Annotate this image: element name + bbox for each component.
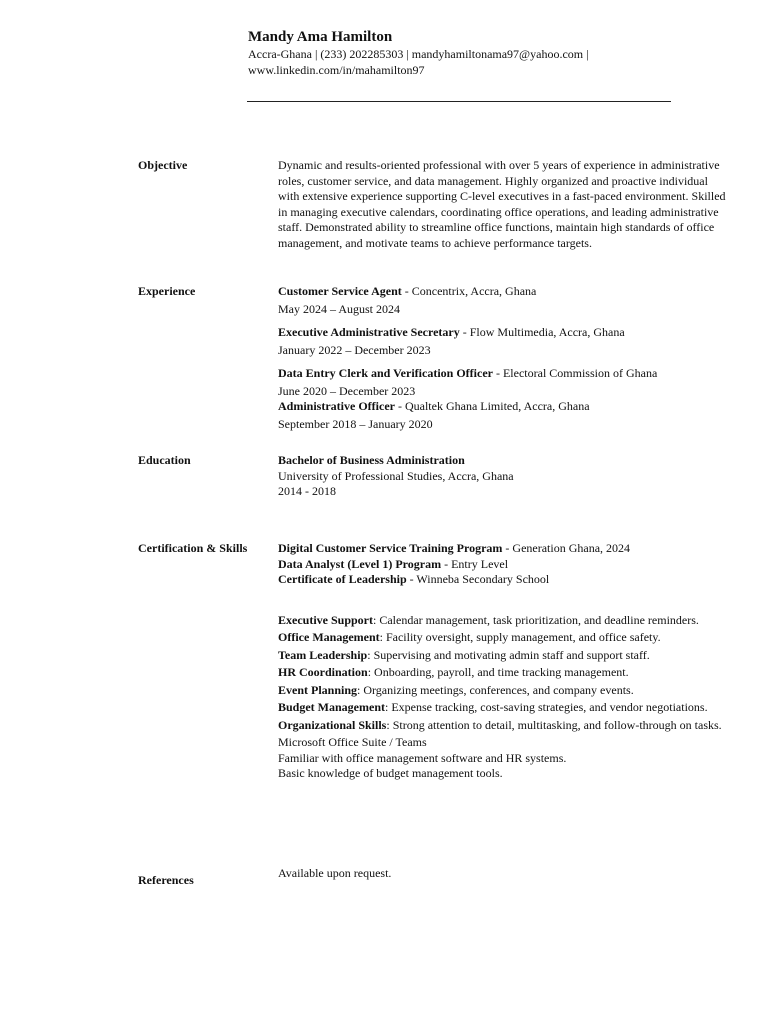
contact-line-1: Accra-Ghana | (233) 202285303 | mandyhamiltonama97@yahoo.com |: [248, 47, 589, 61]
job-entry: [278, 366, 730, 382]
job-entry: [278, 284, 730, 300]
objective-section: [278, 158, 730, 251]
skill-detail: : Onboarding, payroll, and time tracking management.: [367, 665, 629, 679]
skill-name: Organizational Skills: [278, 717, 387, 732]
other-skill-item: Microsoft Office Suite / Teams: [278, 735, 427, 749]
skill-name: Team Leadership: [278, 647, 368, 662]
other-skill-item: Basic knowledge of budget management tools.: [278, 766, 503, 780]
education-label: Education: [138, 453, 191, 467]
skill-detail: : Expense tracking, cost-saving strategies, and vendor negotiations.: [385, 700, 708, 714]
resume-header: [248, 28, 678, 78]
degree: Bachelor of Business Administration: [278, 453, 465, 467]
references-section: [278, 866, 730, 882]
job-dates: June 2020 – December 2023: [278, 383, 416, 398]
certification-detail: - Generation Ghana, 2024: [502, 541, 631, 555]
certifications-label: Certification & Skills: [138, 541, 248, 555]
job-org: - Flow Multimedia, Accra, Ghana: [459, 325, 625, 339]
school: University of Professional Studies, Accra, Ghana: [278, 468, 514, 483]
certifications-section: [278, 541, 730, 782]
skill-detail: : Supervising and motivating admin staff and support staff.: [367, 647, 650, 662]
certification-detail: - Entry Level: [441, 556, 509, 571]
candidate-name: Mandy Ama Hamilton: [248, 29, 393, 45]
objective-text: Dynamic and results-oriented professional with over 5 years of experience in administrative roles, customer service, and data management. Highly organized and proactive individual with extensive experience supporting C-level executives in a fast-paced environment. Skilled in managing executive calendars, coordinating office operations, and leading administrative staff. Demonstrated ability to streamline office functions, maintain high standards of office management, and motivate teams to achieve performance targets.: [278, 158, 726, 250]
certification-detail: - Winneba Secondary School: [406, 572, 550, 586]
job-title: Administrative Officer: [278, 399, 395, 413]
certification-name: Digital Customer Service Training Program: [278, 541, 503, 555]
contact-line-2: www.linkedin.com/in/mahamilton97: [248, 63, 425, 77]
job-org: - Concentrix, Accra, Ghana: [401, 284, 537, 298]
skill-item: [278, 683, 730, 699]
job-entry: [278, 399, 730, 415]
skill-name: Budget Management: [278, 700, 385, 714]
job-org: - Qualtek Ghana Limited, Accra, Ghana: [394, 399, 590, 413]
skill-item: [278, 613, 730, 629]
skill-name: Event Planning: [278, 682, 358, 697]
skill-detail: : Facility oversight, supply management, and office safety.: [379, 630, 661, 644]
experience-label: Experience: [138, 284, 196, 298]
skill-detail: : Calendar management, task prioritization, and deadline reminders.: [373, 612, 699, 627]
job-dates: January 2022 – December 2023: [278, 342, 431, 357]
skill-item: [278, 648, 730, 664]
job-entry: [278, 325, 730, 341]
job-title: Customer Service Agent: [278, 284, 402, 298]
skill-detail: : Organizing meetings, conferences, and company events.: [357, 682, 634, 697]
experience-section: [278, 284, 730, 432]
job-title: Executive Administrative Secretary: [278, 325, 460, 339]
skill-item: [278, 630, 730, 646]
skill-item: [278, 700, 730, 716]
job-dates: May 2024 – August 2024: [278, 301, 401, 316]
references-text: Available upon request.: [278, 866, 392, 880]
skill-item: [278, 718, 730, 734]
references-label: References: [138, 873, 194, 887]
skill-name: Office Management: [278, 630, 380, 644]
certification-name: Certificate of Leadership: [278, 572, 407, 586]
skill-detail: : Strong attention to detail, multitasking, and follow-through on tasks.: [386, 717, 722, 732]
certification-item: [278, 541, 730, 557]
certification-item: [278, 572, 730, 588]
other-skill-item: Familiar with office management software and HR systems.: [278, 750, 567, 765]
skill-item: [278, 665, 730, 681]
skill-name: HR Coordination: [278, 665, 368, 679]
objective-label: Objective: [138, 158, 188, 172]
job-dates: September 2018 – January 2020: [278, 416, 433, 431]
certification-name: Data Analyst (Level 1) Program: [278, 556, 442, 571]
skill-name: Executive Support: [278, 612, 374, 627]
skills-list: [278, 613, 730, 782]
job-title: Data Entry Clerk and Verification Officer: [278, 366, 493, 380]
education-section: [278, 453, 730, 500]
certification-item: [278, 557, 730, 573]
job-org: - Electoral Commission of Ghana: [492, 366, 658, 380]
education-years: 2014 - 2018: [278, 484, 336, 498]
header-divider: [247, 101, 671, 102]
